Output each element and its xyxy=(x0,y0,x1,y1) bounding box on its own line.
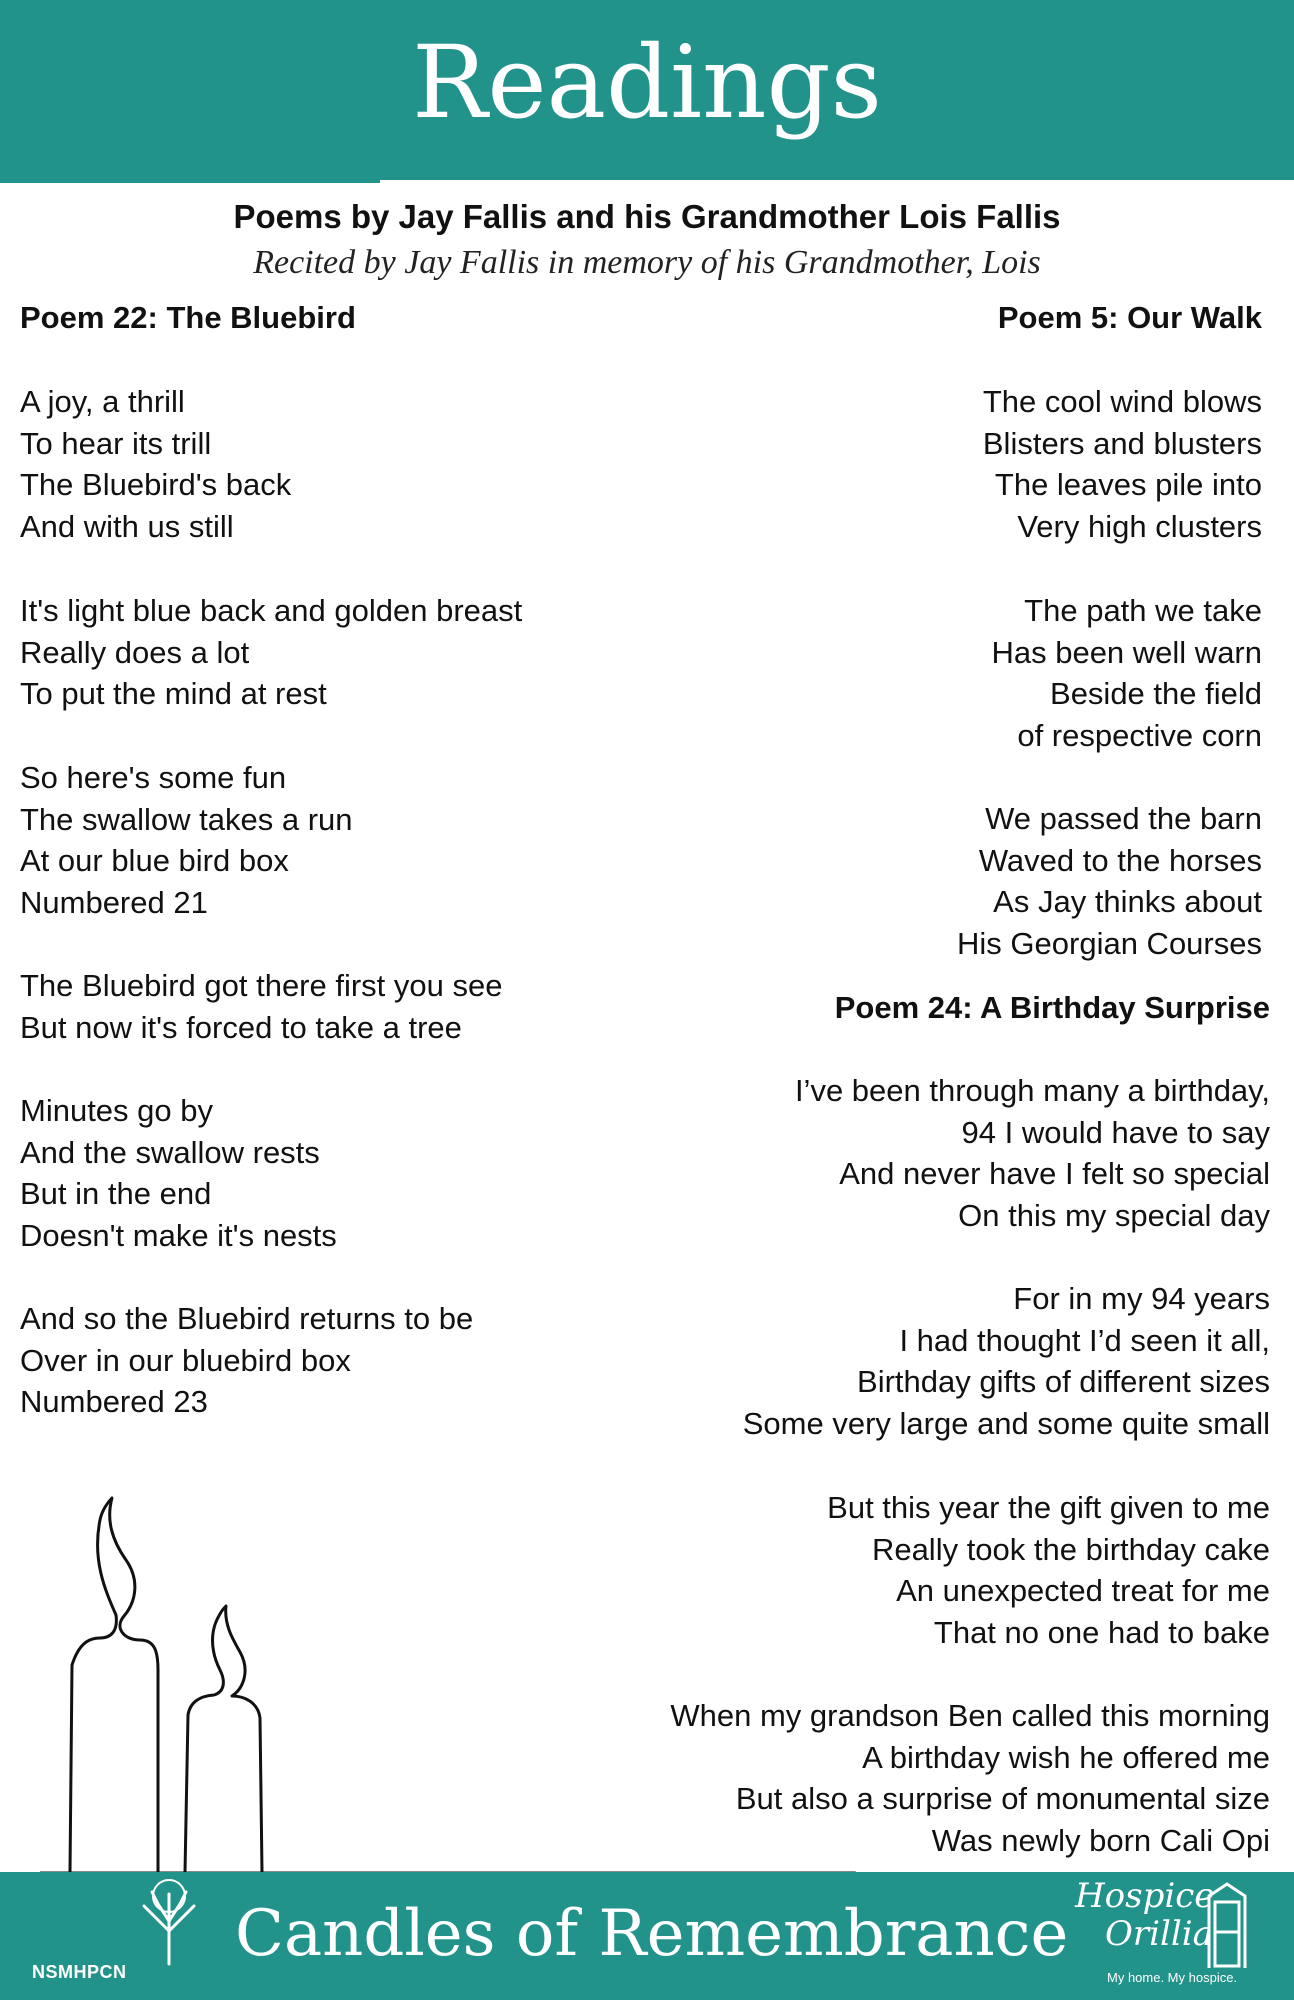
nsmhpcn-logo xyxy=(22,1876,172,1994)
poem-walk-stanza xyxy=(991,590,1262,757)
recited-line: Recited by Jay Fallis in memory of his Grandmother, Lois xyxy=(253,244,1041,281)
poem-line: Very high clusters xyxy=(1017,509,1262,545)
poem-line: But now it's forced to take a tree xyxy=(20,1009,462,1045)
candles-illustration xyxy=(40,1490,860,1875)
poem-bluebird-stanza xyxy=(20,381,291,548)
tree-icon xyxy=(134,1876,204,1966)
poem-line: But this year the gift given to me xyxy=(827,1490,1270,1525)
poem-line: And so the Bluebird returns to be xyxy=(20,1301,474,1336)
poem-line: On this my special day xyxy=(958,1198,1270,1234)
door-icon xyxy=(1205,1880,1249,1970)
poem-line: And with us still xyxy=(20,509,234,545)
poem-line: And never have I felt so special xyxy=(839,1156,1270,1192)
poem-bluebird-stanza xyxy=(20,1090,337,1257)
poem-line: A birthday wish he offered me xyxy=(862,1739,1270,1775)
poem-line: It's light blue back and golden breast xyxy=(20,593,523,628)
poem-line: Waved to the horses xyxy=(978,842,1262,878)
poem-line: 94 I would have to say xyxy=(961,1114,1270,1150)
poem-birthday-stanza xyxy=(795,1070,1270,1237)
page-title: Readings xyxy=(412,24,882,141)
poem-line: The path we take xyxy=(1024,593,1262,628)
poem-walk-title: Poem 5: Our Walk xyxy=(997,300,1262,335)
poem-line: We passed the barn xyxy=(985,801,1262,836)
poem-line: Numbered 21 xyxy=(20,885,208,921)
header-divider xyxy=(0,180,380,183)
nsmhpcn-logo-text: NSMHPCN xyxy=(32,1962,127,1982)
poem-line: The cool wind blows xyxy=(982,384,1262,419)
poem-line: of respective corn xyxy=(1017,718,1262,754)
poem-bluebird-title: Poem 22: The Bluebird xyxy=(20,300,356,335)
poem-line: His Georgian Courses xyxy=(957,926,1262,962)
poem-line: That no one had to bake xyxy=(933,1615,1270,1651)
poem-line: As Jay thinks about xyxy=(993,884,1262,920)
poem-line: An unexpected treat for me xyxy=(896,1573,1270,1609)
poem-line: Beside the field xyxy=(1050,676,1262,712)
poem-line: To put the mind at rest xyxy=(20,676,327,712)
poem-line: At our blue bird box xyxy=(20,843,289,879)
poem-line: For in my 94 years xyxy=(1013,1281,1270,1316)
poem-line: So here's some fun xyxy=(20,760,287,795)
poem-line: When my grandson Ben called this morning xyxy=(670,1698,1270,1733)
poem-line: Really does a lot xyxy=(20,634,250,670)
poem-line: Has been well warn xyxy=(991,634,1262,670)
footer-title: Candles of Remembrance xyxy=(235,1897,1069,1971)
poem-line: But also a surprise of monumental size xyxy=(735,1781,1270,1817)
poem-line: Birthday gifts of different sizes xyxy=(857,1364,1270,1400)
poem-line: Was newly born Cali Opi xyxy=(931,1823,1270,1859)
poem-birthday-stanza xyxy=(743,1278,1270,1445)
poem-line: The swallow takes a run xyxy=(20,801,353,837)
orillia-logo-word: Orillia xyxy=(1105,1914,1213,1954)
poem-line: Really took the birthday cake xyxy=(871,1531,1270,1567)
poem-walk-stanza xyxy=(957,798,1262,965)
hospice-tagline: My home. My hospice. xyxy=(1107,1970,1238,1985)
poem-line: I had thought I’d seen it all, xyxy=(899,1322,1270,1358)
poem-line: And the swallow rests xyxy=(20,1134,320,1170)
poem-walk-stanza xyxy=(983,381,1262,548)
poem-birthday-title: Poem 24: A Birthday Surprise xyxy=(834,990,1270,1025)
poem-line: Minutes go by xyxy=(20,1093,213,1128)
poem-line: The leaves pile into xyxy=(994,467,1262,503)
poem-bluebird-stanza xyxy=(20,590,522,715)
poem-line: Doesn't make it's nests xyxy=(20,1218,337,1254)
hospice-logo-word: Hospice xyxy=(1075,1876,1215,1916)
poem-line: But in the end xyxy=(20,1176,212,1212)
poem-bluebird-stanza xyxy=(20,965,502,1048)
poem-line: Blisters and blusters xyxy=(982,425,1262,461)
poem-line: The Bluebird got there first you see xyxy=(20,968,503,1003)
poem-line: Over in our bluebird box xyxy=(20,1342,351,1378)
poem-line: To hear its trill xyxy=(20,425,212,461)
poem-birthday-stanza xyxy=(827,1487,1270,1654)
poem-line: Some very large and some quite small xyxy=(742,1406,1270,1442)
poem-line: I’ve been through many a birthday, xyxy=(794,1073,1270,1108)
poem-bluebird-stanza xyxy=(20,757,353,924)
poem-line: The Bluebird's back xyxy=(20,467,292,503)
poem-bluebird-stanza xyxy=(20,1298,473,1423)
poem-line: A joy, a thrill xyxy=(20,384,185,419)
poem-line: Numbered 23 xyxy=(20,1384,208,1420)
header-banner xyxy=(0,0,1294,180)
hospice-orillia-logo xyxy=(1065,1876,1290,1996)
poems-subtitle: Poems by Jay Fallis and his Grandmother Lois Fallis xyxy=(233,198,1061,235)
footer-banner xyxy=(0,1872,1294,2000)
